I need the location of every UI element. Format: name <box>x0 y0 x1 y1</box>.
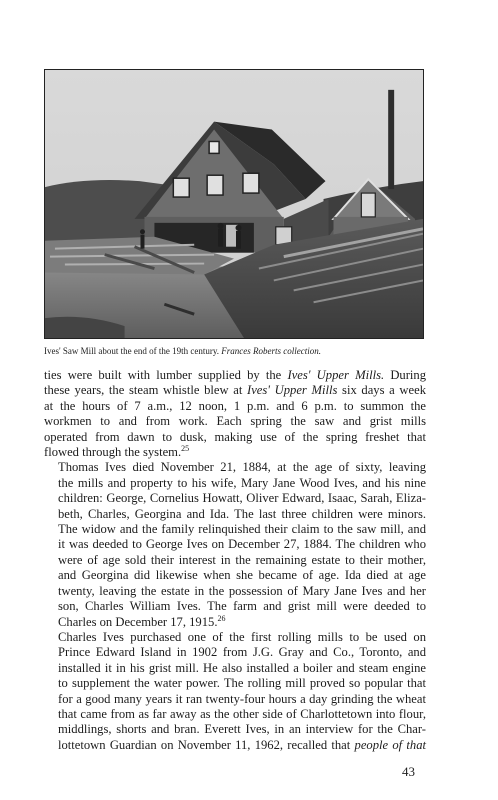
text-run: Ives' Upper Mills. <box>287 368 385 382</box>
text-run: for a good many years it ran twenty-four hours a day grinding the wheat <box>58 691 426 706</box>
text-run: six days a week <box>337 383 426 398</box>
text-run: workmen to and from work. Each spring the saw and grist mills <box>44 414 426 429</box>
text-line <box>44 630 426 645</box>
paragraph <box>44 460 426 629</box>
text-run: twenty, leaving the estate in the possession of Mary Jane Ives and her <box>58 583 426 598</box>
text-run: operated from dawn to dusk, making use of the spring freshet that <box>44 429 426 444</box>
text-run: at the hours of 7 a.m., 12 noon, 1 p.m. and 6 p.m. to summon the <box>44 398 426 413</box>
text-run: Ives' Upper Mills <box>247 383 338 398</box>
text-line <box>44 692 426 707</box>
text-run: the mills and property to his wife, Mary Jane Wood Ives, and his nine <box>58 475 426 490</box>
footnote-ref: 25 <box>181 444 190 454</box>
text-run: Prince Edward Island in 1902 from J.G. Gray and Co., Toronto, and <box>58 645 426 660</box>
text-run: installed it in his grist mill. He also installed a boiler and steam engine <box>58 660 426 675</box>
text-line <box>44 476 426 491</box>
body-text <box>44 368 426 753</box>
text-line <box>44 445 426 460</box>
text-run: ties were built with lumber supplied by the <box>44 368 288 382</box>
text-run: son, Charles William Ives. The farm and grist mill were deeded to <box>58 599 426 614</box>
text-line <box>44 368 426 383</box>
text-line <box>44 645 426 660</box>
mill-photograph <box>44 69 424 339</box>
figure-caption <box>44 346 444 356</box>
text-line <box>44 522 426 537</box>
text-run: people of that <box>354 737 426 752</box>
text-line <box>44 460 426 475</box>
footnote-ref: 26 <box>217 613 226 623</box>
text-run: these years, the steam whistle blew at <box>44 383 247 398</box>
text-line <box>44 599 426 614</box>
text-run: and Georgina did likewise when she became of age. Ida died at age <box>58 568 426 583</box>
text-run: children: George, Cornelius Howatt, Oliver Edward, Isaac, Sarah, Eliza- <box>58 491 426 506</box>
text-run: During <box>384 368 427 382</box>
text-run: beth, Charles, Georgina and Ida. The last three children were minors. <box>58 506 426 521</box>
text-line <box>44 383 426 398</box>
text-line <box>44 615 426 630</box>
text-line <box>44 707 426 722</box>
text-run: The widow and the family relinquished their claim to the saw mill, and <box>58 522 426 537</box>
text-line <box>44 491 426 506</box>
caption-credit: Frances Roberts collection. <box>221 346 321 356</box>
text-line <box>44 414 426 429</box>
text-line <box>44 676 426 691</box>
text-line <box>44 430 426 445</box>
text-line <box>44 553 426 568</box>
text-line <box>44 507 426 522</box>
text-run: Thomas Ives died November 21, 1884, at the age of sixty, leaving <box>58 460 426 475</box>
text-run: flowed through the system. <box>44 445 182 460</box>
caption-text: Ives' Saw Mill about the end of the 19th century. <box>44 346 219 356</box>
text-run: it was deeded to George Ives on December 27, 1884. The children who <box>58 537 426 552</box>
text-run: Charles Ives purchased one of the first rolling mills to be used on <box>58 629 426 644</box>
text-run: lottetown Guardian on November 11, 1962, recalled that <box>58 737 355 752</box>
paragraph <box>44 368 426 460</box>
text-line <box>44 399 426 414</box>
text-line <box>44 584 426 599</box>
text-run: Charles on December 17, 1915. <box>58 614 218 629</box>
text-line <box>44 738 426 753</box>
text-run: middlings, shorts and bran. Everett Ives, in an interview for the Char- <box>58 722 426 737</box>
text-run: that came from as far away as the other side of Charlottetown into flour, <box>58 706 426 721</box>
text-run: to supplement the water power. The rolling mill proved so popular that <box>58 676 426 691</box>
text-line <box>44 661 426 676</box>
text-line <box>44 537 426 552</box>
mill-photo-illustration <box>45 70 423 338</box>
text-line <box>44 568 426 583</box>
text-run: were of age sold their interest in the remaining estate to their mother, <box>58 552 426 567</box>
page-number: 43 <box>402 764 415 779</box>
text-line <box>44 722 426 737</box>
paragraph <box>44 630 426 753</box>
